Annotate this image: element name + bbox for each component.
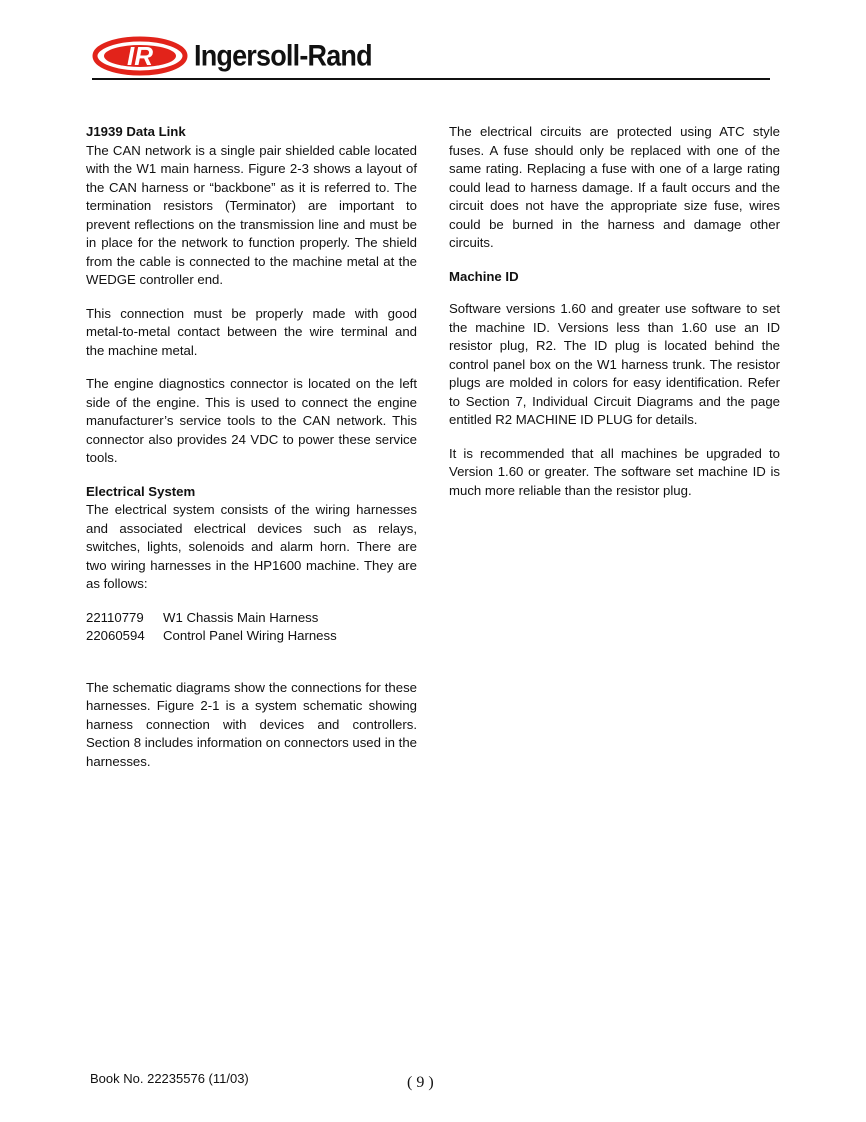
harness-row (86, 627, 417, 646)
electrical-system-heading: Electrical System (86, 483, 196, 499)
book-number: Book No. 22235576 (11/03) (90, 1071, 249, 1086)
machine-id-paragraph: Software versions 1.60 and greater use software to set the machine ID. Versions less than 1.60 use an ID resistor plug, R2. The ID plug is located behind the control panel box on the W1 harness trunk. The resistor plugs are molded in colors for easy identification. Refer to Section 7, Individual Circuit Diagrams and the page entitled R2 MACHINE ID PLUG for details. (449, 301, 780, 427)
harness-row (86, 609, 417, 628)
harness-name: W1 Chassis Main Harness (163, 609, 319, 625)
harness-number: 22060594 (86, 628, 145, 643)
page-number: ( 9 ) (407, 1074, 434, 1091)
schematic-paragraph: The schematic diagrams show the connections for these harnesses. Figure 2-1 is a system schematic showing harness connection with devices and controllers. Section 8 includes information on connectors used in the harnesses. (86, 679, 417, 769)
right-column (449, 123, 780, 500)
circuits-paragraph: The electrical circuits are protected using ATC style fuses. A fuse should only be replaced with one of the same rating. Replacing a fuse with one of a large rating could lead to harness damage. If a fault occurs and the circuit does not have the appropriate size fuse, wires could be burned in the harness and damage other circuits. (449, 124, 780, 250)
harness-name: Control Panel Wiring Harness (163, 628, 337, 643)
header-rule (92, 78, 770, 80)
ir-logo-icon (92, 36, 188, 76)
ingersoll-rand-logo (92, 36, 372, 76)
electrical-system-paragraph: The electrical system consists of the wiring harnesses and associated electrical devices such as relays, switches, lights, solenoids and alarm horn. There are two wiring harnesses in the HP1600 machine. They are as follows: (86, 502, 417, 591)
harness-number: 22110779 (86, 609, 144, 625)
svg-text:IR: IR (127, 41, 153, 71)
machine-id-heading: Machine ID (449, 268, 519, 284)
connection-paragraph: This connection must be properly made with good metal-to-metal contact between the wire terminal and the machine metal. (86, 305, 417, 358)
upgrade-paragraph: It is recommended that all machines be upgraded to Version 1.60 or greater. The software set machine ID is much more reliable than the resistor plug. (449, 445, 780, 498)
j1939-paragraph: The CAN network is a single pair shielded cable located with the W1 main harness. Figure 2-3 shows a layout of the CAN harness or “backbone” as it is referred to. The termination resistors (Terminator) are important to prevent reflections on the transmission line and must be in place for the network to function properly. The shield from the cable is connected to the machine metal at the WEDGE controller end. (86, 142, 417, 287)
j1939-heading: J1939 Data Link (86, 124, 186, 139)
engine-diagnostics-paragraph: The engine diagnostics connector is located on the left side of the engine. This is used to connect the engine manufacturer’s service tools to the CAN network. This connector also provides 24 VDC to power these service tools. (86, 376, 417, 465)
brand-name: Ingersoll-Rand (194, 39, 372, 72)
left-column (86, 123, 417, 771)
